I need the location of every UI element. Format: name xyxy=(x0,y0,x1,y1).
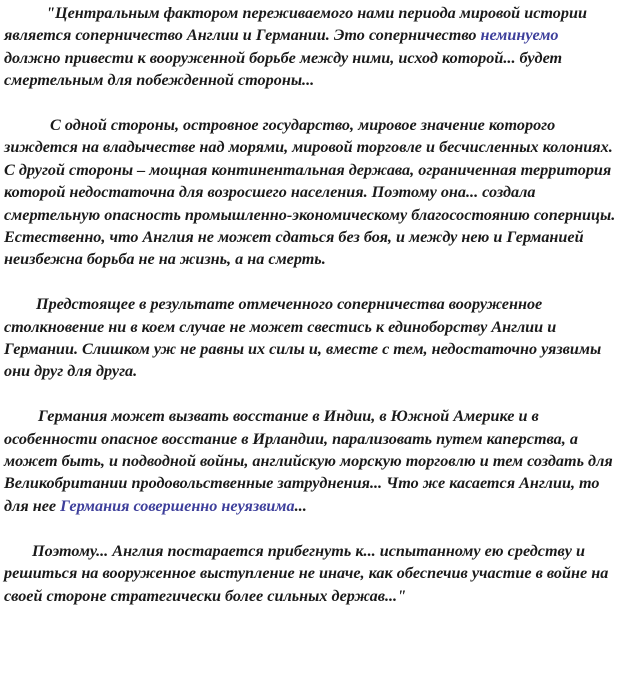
paragraph-1 xyxy=(4,2,616,92)
paragraph-3-text: Предстоящее в результате отмеченного соперничества вооруженное столкновение ни в коем случае не может свестись к единоборству Англии и Германии. Слишком уж не равны их силы и, вместе с тем, недостаточно уязвимы они друг для друга. xyxy=(4,295,602,381)
paragraph-5 xyxy=(4,540,616,607)
paragraph-2-text: С одной стороны, островное государство, мировое значение которого зиждется на владычестве над морями, мировой торговле и бесчисленных колониях. С другой стороны – мощная континентальная держава, ограниченная территория которой недостаточна для возросшего населения. Поэтому она... создала смертельную опасность промышленно-экономическому благосостоянию соперницы. Естественно, что Англия не может сдаться без боя, и между нею и Германией неизбежна борьба не на жизнь, а на смерть. xyxy=(4,116,616,269)
paragraph-1-text-end: должно привести к вооруженной борьбе между ними, исход которой... будет смертельным для побежденной стороны... xyxy=(4,48,563,90)
paragraph-1-text-start: "Центральным фактором переживаемого нами периода мировой истории является соперничество Англии и Германии. Это соперничество xyxy=(4,4,587,45)
paragraph-5-text: Поэтому... Англия постарается прибегнуть к... испытанному ею средству и решиться на вооруженное выступление не иначе, как обеспечив участие в войне на своей стороне стратегически более сильных держав..." xyxy=(4,541,609,605)
paragraph-4-text-end: ... xyxy=(294,496,307,515)
paragraph-4-text-start: Германия может вызвать восстание в Индии, в Южной Америке и в особенности опасное восстание в Ирландии, парализовать путем каперства, а может быть, и подводной войны, английскую морскую торговлю и тем создать для Великобритании продовольственные затруднения... Что же касается Англии, то для нее xyxy=(4,407,613,515)
link-germania-neuyazvima[interactable]: Германия совершенно неуязвима xyxy=(60,496,295,515)
link-neminuemo[interactable]: неминуемо xyxy=(480,26,559,45)
paragraph-2 xyxy=(4,114,616,271)
paragraph-3 xyxy=(4,293,616,383)
paragraph-4 xyxy=(4,405,616,517)
